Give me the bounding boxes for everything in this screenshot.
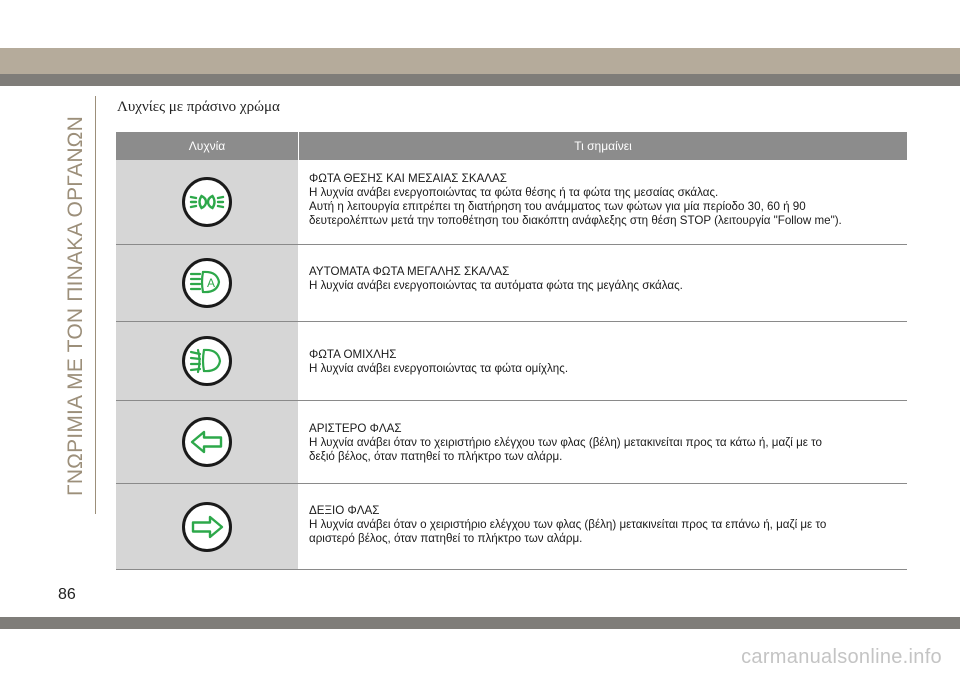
lamp-cell bbox=[116, 401, 298, 483]
table-header bbox=[116, 132, 907, 160]
lamp-heading: ΑΥΤΟΜΑΤΑ ΦΩΤΑ ΜΕΓΑΛΗΣ ΣΚΑΛΑΣ bbox=[309, 265, 510, 278]
meaning-cell bbox=[298, 245, 907, 321]
lamp-description: αριστερό βέλος, όταν πατηθεί το πλήκτρο των αλάρμ. bbox=[309, 532, 583, 545]
lamp-description: Η λυχνία ανάβει ενεργοποιώντας τα φώτα ομίχλης. bbox=[309, 362, 569, 375]
header-lamp: Λυχνία bbox=[116, 132, 299, 160]
lamp-description: Η λυχνία ανάβει ενεργοποιώντας τα αυτόματα φώτα της μεγάλης σκάλας. bbox=[309, 279, 683, 292]
lamp-heading: ΦΩΤΑ ΘΕΣΗΣ ΚΑΙ ΜΕΣΑΙΑΣ ΣΚΑΛΑΣ bbox=[309, 172, 507, 185]
watermark: carmanualsonline.info bbox=[741, 646, 942, 668]
table-row bbox=[116, 322, 907, 401]
top-margin bbox=[0, 0, 960, 48]
table-row bbox=[116, 401, 907, 484]
footer-rule bbox=[0, 617, 960, 629]
left-arrow-icon bbox=[181, 416, 233, 468]
chapter-rule bbox=[95, 96, 96, 514]
right-arrow-icon bbox=[181, 501, 233, 553]
meaning-cell bbox=[298, 401, 907, 483]
page-number: 86 bbox=[58, 586, 76, 603]
table-row bbox=[116, 484, 907, 570]
lamp-heading: ΦΩΤΑ ΟΜΙΧΛΗΣ bbox=[309, 348, 397, 361]
chapter-title-text: ΓΝΩΡΙΜΙΑ ΜΕ ΤΟΝ ΠΙΝΑΚΑ ΟΡΓΑΝΩΝ bbox=[64, 116, 87, 496]
meaning-cell bbox=[298, 160, 907, 244]
lamp-heading: ΑΡΙΣΤΕΡΟ ΦΛΑΣ bbox=[309, 422, 402, 435]
lamp-description: Αυτή η λειτουργία επιτρέπει τη διατήρηση του ανάμματος των φώτων για μία περίοδο 30, 60 ή 90 bbox=[309, 200, 806, 213]
front-fog-lights-icon bbox=[181, 335, 233, 387]
section-title: Λυχνίες με πράσινο χρώμα bbox=[117, 99, 280, 115]
lamp-description: Η λυχνία ανάβει όταν ο χειριστήριο ελέγχου των φλας (βέλη) μετακινείται προς τα επάνω ή, μαζί με το bbox=[309, 518, 827, 531]
warning-lights-table bbox=[116, 132, 907, 570]
lamp-cell bbox=[116, 484, 298, 569]
table-row bbox=[116, 245, 907, 322]
header-rule bbox=[0, 74, 960, 86]
lamp-heading: ΔΕΞΙΟ ΦΛΑΣ bbox=[309, 504, 380, 517]
lamp-description: δεξιό βέλος, όταν πατηθεί το πλήκτρο των αλάρμ. bbox=[309, 450, 563, 463]
auto-letter: A bbox=[206, 276, 216, 290]
header-band bbox=[0, 48, 960, 74]
lamp-description: Η λυχνία ανάβει όταν το χειριστήριο ελέγχου των φλας (βέλη) μετακινείται προς τα κάτω ή, μαζί με το bbox=[309, 436, 822, 449]
lamp-cell bbox=[116, 245, 298, 321]
meaning-cell bbox=[298, 322, 907, 400]
table-row bbox=[116, 160, 907, 245]
header-meaning: Τι σημαίνει bbox=[574, 139, 632, 153]
lamp-cell bbox=[116, 322, 298, 400]
chapter-title bbox=[62, 96, 90, 516]
automatic-high-beam-icon bbox=[181, 257, 233, 309]
position-lights-icon bbox=[181, 176, 233, 228]
meaning-cell bbox=[298, 484, 907, 569]
lamp-description: Η λυχνία ανάβει ενεργοποιώντας τα φώτα θέσης ή τα φώτα της μεσαίας σκάλας. bbox=[309, 186, 719, 199]
lamp-description: δευτερολέπτων μετά την τοποθέτηση του διακόπτη ανάφλεξης στη θέση STOP (λειτουργία "Follow me"). bbox=[309, 214, 842, 227]
lamp-cell bbox=[116, 160, 298, 244]
